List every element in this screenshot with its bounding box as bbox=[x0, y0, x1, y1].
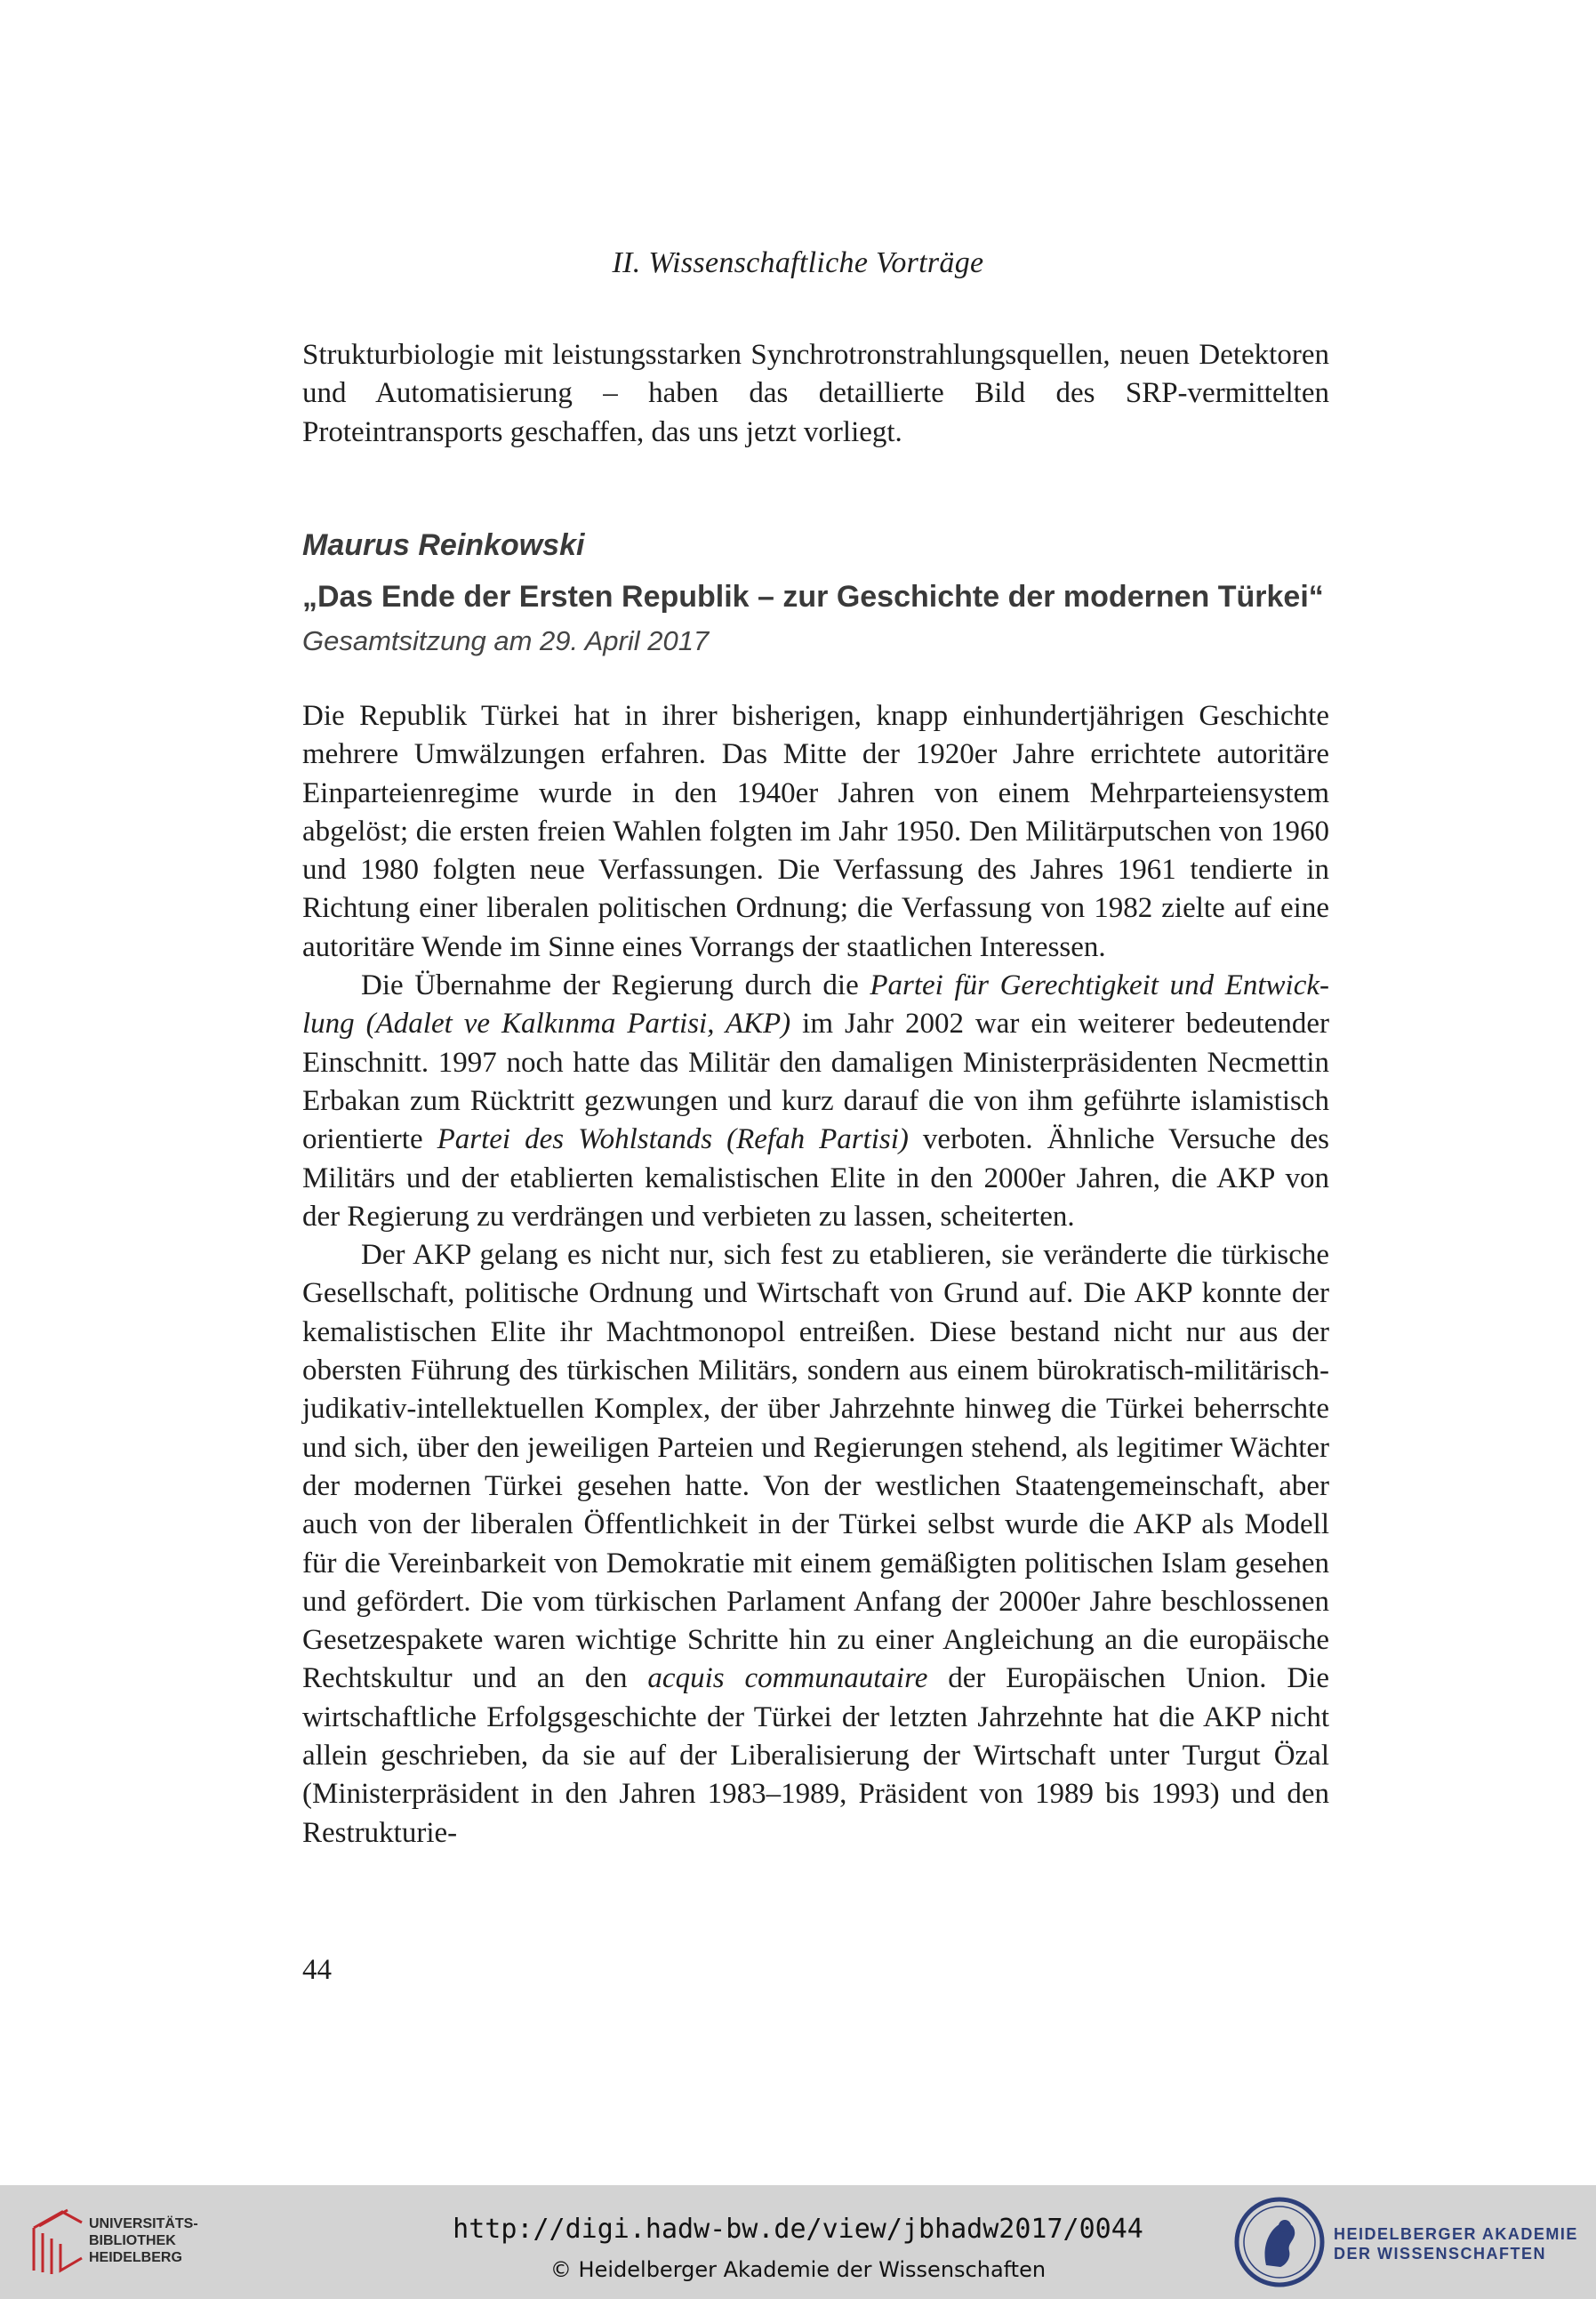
article-session: Gesamtsitzung am 29. April 2017 bbox=[302, 625, 710, 656]
text-run: verboten. Ähnliche Versuche des Militärs und der etablierten kemalistischen Elite in den 2000er Jahren, die AKP von der Regierung zu verdrängen und verbieten zu lassen, scheiterten. bbox=[302, 1123, 1329, 1233]
academy-label: HEIDELBERGER AKADEMIE DER WISSENSCHAFTEN bbox=[1334, 2225, 1578, 2263]
body-paragraph bbox=[302, 1236, 1329, 1853]
footer-bar bbox=[0, 2185, 1596, 2299]
source-url-link[interactable]: http://digi.hadw-bw.de/view/jbhadw2017/0044 bbox=[453, 2214, 1143, 2245]
text-run: Die Republik Türkei hat in ihrer bisherigen, knapp einhundertjährigen Geschichte mehrere Umwälzungen erfahren. Das Mitte der 1920er Jahre errichtete autoritäre Einparteienregime wurde in den 1940er Jahren von einem Mehrparteiensystem abgelöst; die ersten freien Wahlen folgten im Jahr 1950. Den Militärputschen von 1960 und 1980 folgten neue Verfassungen. Die Verfassung des Jahres 1961 tendierte in Richtung einer liberalen politischen Ordnung; die Verfassung von 1982 zielte auf eine autoritäre Wende im Sinne eines Vorrangs der staatlichen Interessen. bbox=[302, 700, 1329, 963]
article-body bbox=[302, 697, 1329, 1853]
body-paragraph bbox=[302, 697, 1329, 967]
academy-seal-icon[interactable] bbox=[1231, 2196, 1328, 2288]
page-number: 44 bbox=[302, 1954, 332, 1986]
text-run: Der AKP gelang es nicht nur, sich fest zu etablieren, sie veränderte die türkische Gesellschaft, politische Ordnung und Wirtschaft von Grund auf. Die AKP konnte der kemalistischen Elite ihr Machtmonopol entreißen. Diese bestand nicht nur aus der obersten Führung des türkischen Militärs, sondern aus einem bürokratisch-militärisch-judikativ-intellektuellen Komplex, der über Jahrzehnte hinweg die Türkei beherrschte und sich, über den jeweiligen Parteien und Regierungen stehend, als legitimer Wächter der modernen Türkei gesehen hatte. Von der westlichen Staatengemeinschaft, aber auch von der liberalen Öffentlichkeit in der Türkei selbst wurde die AKP als Modell für die Vereinbarkeit von Demokratie mit einem gemäßigten politischen Islam gesehen und gefördert. Die vom türkischen Parlament Anfang der 2000er Jahre beschlossenen Gesetzespakete waren wichtige Schritte hin zu einer Angleichung an die europäische Rechtskultur und an den bbox=[302, 1239, 1329, 1695]
italic-term: Partei des Wohlstands (Refah Partisi) bbox=[437, 1123, 909, 1156]
text-run: der Europäischen Union. Die wirtschaftliche Erfolgsgeschichte der Türkei der letzten Jahrzehnte hat die AKP nicht allein geschrieben, da sie auf der Liberalisierung der Wirtschaft unter Turgut Özal (Ministerpräsident in den Jahren 1983–1989, Präsident von 1989 bis 1993) und den Restrukturie- bbox=[302, 1662, 1329, 1849]
university-library-label: UNIVERSITÄTS- BIBLIOTHEK HEIDELBERG bbox=[89, 2216, 198, 2265]
copyright-notice: © Heidelberger Akademie der Wissenschaften bbox=[549, 2257, 1047, 2282]
article-author: Maurus Reinkowski bbox=[302, 528, 585, 562]
intro-text bbox=[302, 336, 1329, 452]
intro-paragraph: Strukturbiologie mit leistungsstarken Synchrotronstrahlungsquellen, neuen Detektoren und Automatisierung – haben das detaillierte Bild des SRP-vermittelten Proteintransports geschaffen, das uns jetzt vorliegt. bbox=[302, 339, 1329, 448]
body-paragraph bbox=[302, 967, 1329, 1236]
italic-term: acquis communautaire bbox=[647, 1662, 928, 1695]
text-run: Die Übernahme der Regierung durch die bbox=[361, 969, 870, 1002]
italic-term: Partei für Gerechtigkeit und Entwicklung (Adalet ve Kalkınma Partisi, AKP) bbox=[302, 969, 1329, 1041]
text-run: im Jahr 2002 war ein weiterer bedeutender Einschnitt. 1997 noch hatte das Militär den damaligen Ministerpräsidenten Necmettin Erbakan zum Rücktritt gezwungen und kurz darauf die von ihm geführte islamistisch orientierte bbox=[302, 1008, 1329, 1156]
running-head: II. Wissenschaftliche Vorträge bbox=[612, 246, 984, 279]
article-title: „Das Ende der Ersten Republik – zur Geschichte der modernen Türkei“ bbox=[302, 580, 1324, 614]
